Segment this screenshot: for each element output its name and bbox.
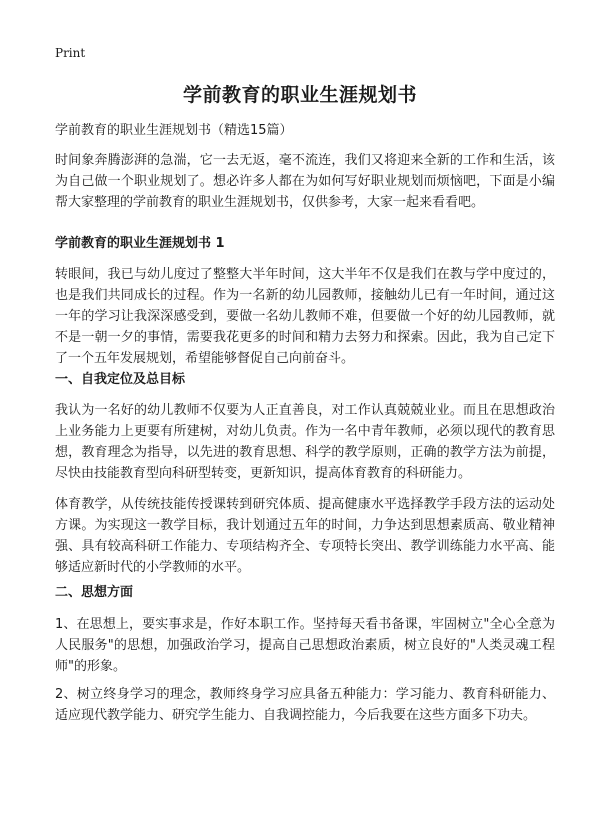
document-title: 学前教育的职业生涯规划书 [182, 84, 417, 106]
document-subtitle: 学前教育的职业生涯规划书（精选15篇） [55, 123, 293, 138]
print-link[interactable]: Print [55, 46, 86, 60]
subsection-heading-ideology: 二、思想方面 [55, 585, 134, 600]
section1-paragraph: 转眼间，我已与幼儿度过了整整大半年时间，这大半年不仅是我们在教与学中度过的，也是我们共同成长的过程。作为一名新的幼儿园教师，接触幼儿已有一年时间，通过这一年的学习让我深深感受到，要做一名幼儿教师不难，但要做一个好的幼儿园教师，就不是一朝一夕的事情，需要我花更多的时间和精力去努力和探索。因此，我为自己定下了一个五年发展规划，希望能够督促自己向前奋斗。 [55, 267, 555, 366]
intro-paragraph: 时间象奔腾澎湃的急湍，它一去无返，毫不流连，我们又将迎来全新的工作和生活，该为自己做一个职业规划了。想必许多人都在为如何写好职业规划而烦恼吧，下面是小编帮大家整理的学前教育的职业生涯规划书，仅供参考，大家一起来看看吧。 [55, 153, 555, 210]
section-heading: 学前教育的职业生涯规划书 1 [55, 236, 225, 251]
subsection-heading-self-positioning: 一、自我定位及总目标 [55, 372, 186, 387]
self-positioning-paragraph-2: 体育教学，从传统技能传授课转到研究体质、提高健康水平选择教学手段方法的运动处方课。为实现这一教学目标，我计划通过五年的时间，力争达到思想素质高、敬业精神强、具有较高科研工作能力、专项结构齐全、专项特长突出、教学训练能力水平高、能够适应新时代的小学教师的水平。 [55, 497, 555, 575]
ideology-paragraph-1: 1、在思想上，要实事求是，作好本职工作。坚持每天看书备课，牢固树立"全心全意为人民服务"的思想，加强政治学习，提高自己思想政治素质，树立良好的"人类灵魂工程师"的形象。 [55, 617, 555, 674]
self-positioning-paragraph-1: 我认为一名好的幼儿教师不仅要为人正直善良，对工作认真兢兢业业。而且在思想政治上业务能力上更要有所建树，对幼儿负责。作为一名中青年教师，必须以现代的教育思想，教育理念为指导，以先进的教育思想、科学的教学原则，正确的教学方法为前提，尽快由技能教育型向科研型转变，更新知识，提高体育教育的科研能力。 [55, 403, 555, 481]
ideology-paragraph-2: 2、树立终身学习的理念，教师终身学习应具备五种能力：学习能力、教育科研能力、适应现代教学能力、研究学生能力、自我调控能力，今后我要在这些方面多下功夫。 [55, 687, 555, 723]
